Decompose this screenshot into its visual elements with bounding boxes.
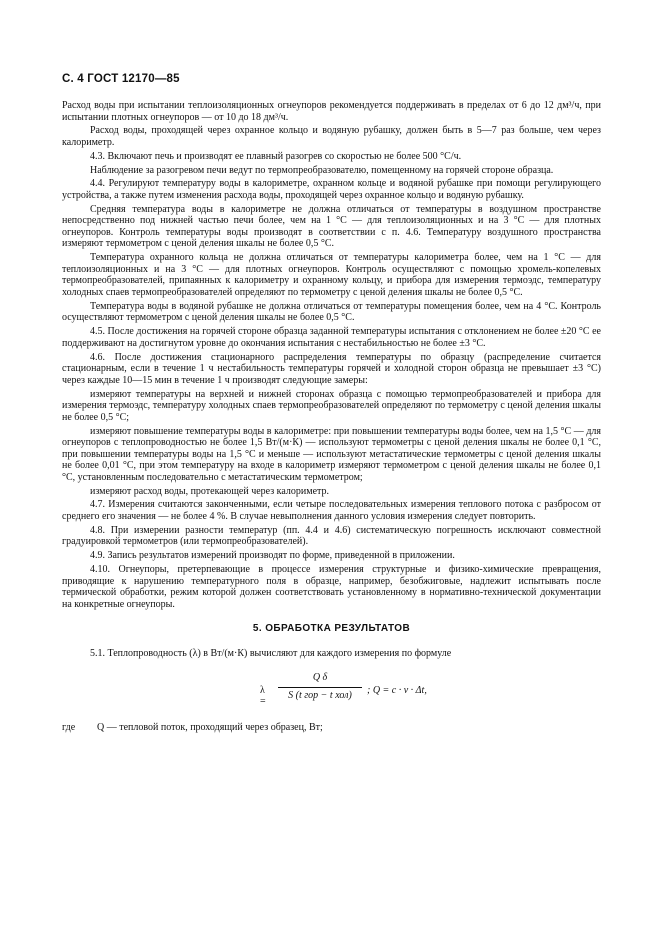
paragraph: Наблюдение за разогревом печи ведут по термопреобразователю, помещенному на горячей стороне образца. (90, 164, 554, 176)
formula-denominator: S (t гор − t хол) (288, 689, 352, 701)
formula (62, 672, 601, 714)
formula-lhs: λ = (260, 684, 266, 708)
paragraph: измеряют температуры на верхней и нижней сторонах образца с помощью термопреобразователей и прибора для измерения термоэдс, температуру холодных спаев термопреобразователей определяют по термометру с ценой деления шкалы не более 0,5 °С; (62, 388, 601, 423)
where-text: Q — тепловой поток, проходящий через образец, Вт; (97, 721, 323, 733)
paragraph-4-7: 4.7. Измерения считаются законченными, если четыре последовательных измерения теплового потока с разбросом от среднего его значения — не более 4 %. В случае невыполнения данного условия измерения следует повторить. (62, 499, 601, 523)
paragraph: Температура охранного кольца не должна отличаться от температуры калориметра более, чем на 1 °С — для теплоизоляционных и на 3 °С — для плотных огнеупоров. Контроль осуществляют с помощью хромель-копелевых термопреобразователей, припаянных к калориметру и охранному кольцу, и прибора для измерения термоэдс, температуру холодных спаев термопреобразователей определяют по термометру с ценой деления шкалы не более 0,5 °С. (62, 252, 601, 299)
where-label: где (62, 721, 76, 733)
paragraph: Расход воды при испытании теплоизоляционных огнеупоров рекомендуется поддерживать в пределах от 6 до 12 дм³/ч, при испытании плотных огнеупоров — от 10 до 18 дм³/ч. (62, 100, 601, 123)
paragraph-4-4: 4.4. Регулируют температуру воды в калориметре, охранном кольце и водяной рубашке при помощи регулирующего устройства, а также путем изменения расхода воды, проходящей через охранное кольцо и водяную рубашку. (62, 178, 601, 201)
paragraph-4-9: 4.9. Запись результатов измерений производят по форме, приведенной в приложении. (90, 550, 455, 562)
paragraph-4-10: 4.10. Огнеупоры, претерпевающие в процессе измерения структурные и физико-химические превращения, приводящие к нарушению температурного поля в образце, например, безобжиговые, надлежит испытывать после термической обработки, режим которой должен соответствовать установленному в нормативно-технической документации на конкретные огнеупоры. (62, 563, 601, 610)
formula-fraction (278, 672, 362, 702)
formula-rhs: ; Q = c · v · Δt, (367, 684, 427, 696)
where-clause (62, 722, 601, 736)
paragraph-4-8: 4.8. При измерении разности температур (пп. 4.4 и 4.6) систематическую погрешность исключают совместной градуировкой термометров (или термопреобразователей). (62, 524, 601, 548)
paragraph-4-6: 4.6. После достижения стационарного распределения температуры по образцу (распределение считается стационарным, если в течение 1 ч нестабильность температуры горячей и холодной сторон образца не превышает ±3 °С) через каждые 10—15 мин в течение 1 ч производят следующие замеры: (62, 351, 601, 386)
paragraph: Средняя температура воды в калориметре не должна отличаться от температуры в воздушном пространстве непосредственно под нижней частью печи более, чем на 1 °С — для теплоизоляционных и на 3 °С — для плотных огнеупоров. Контроль температуры воды производят в соответствии с п. 4.6. Температуру воздушного пространства измеряют термометром с ценой деления шкалы не более 0,5 °С. (62, 203, 601, 250)
paragraph-4-3: 4.3. Включают печь и производят ее плавный разогрев со скоростью не более 500 °С/ч. (90, 150, 462, 162)
section-heading: 5. ОБРАБОТКА РЕЗУЛЬТАТОВ (252, 623, 411, 635)
paragraph: Температура воды в водяной рубашке не должна отличаться от температуры помещения более, чем на 4 °С. Контроль осуществляют термометром с ценой деления шкалы не более 0,5 °С. (62, 300, 601, 324)
formula-numerator: Q δ (312, 671, 328, 683)
paragraph: измеряют расход воды, протекающей через калориметр. (90, 485, 330, 497)
paragraph: Расход воды, проходящей через охранное кольцо и водяную рубашку, должен быть в 5—7 раз больше, чем через калориметр. (62, 125, 601, 148)
page-header: С. 4 ГОСТ 12170—85 (62, 73, 180, 85)
document-body (62, 100, 601, 736)
fraction-bar (278, 687, 362, 688)
paragraph: измеряют повышение температуры воды в калориметре: при повышении температуры воды более, чем на 1,5 °С — для огнеупоров с теплопроводностью не более 1,5 Вт/(м·К) — используют термометры с ценой деления шкалы не более 0,1 °С, при повышении температуры воды на 1,5 °С и меньше — используют метастатические термометры с ценой деления шкалы не более 0,01 °С, при этом температуру на входе в калориметр измеряют термометром с ценой деления шкалы не более 0,1 °С, установленным последовательно с метастатическим термометром; (62, 425, 601, 483)
paragraph-4-5: 4.5. После достижения на горячей стороне образца заданной температуры испытания с отклонением не более ±20 °С ее поддерживают на достигнутом уровне до окончания испытания с нестабильностью не более ±3 °С. (62, 326, 601, 349)
paragraph-5-1: 5.1. Теплопроводность (λ) в Вт/(м·К) вычисляют для каждого измерения по формуле (90, 647, 452, 659)
